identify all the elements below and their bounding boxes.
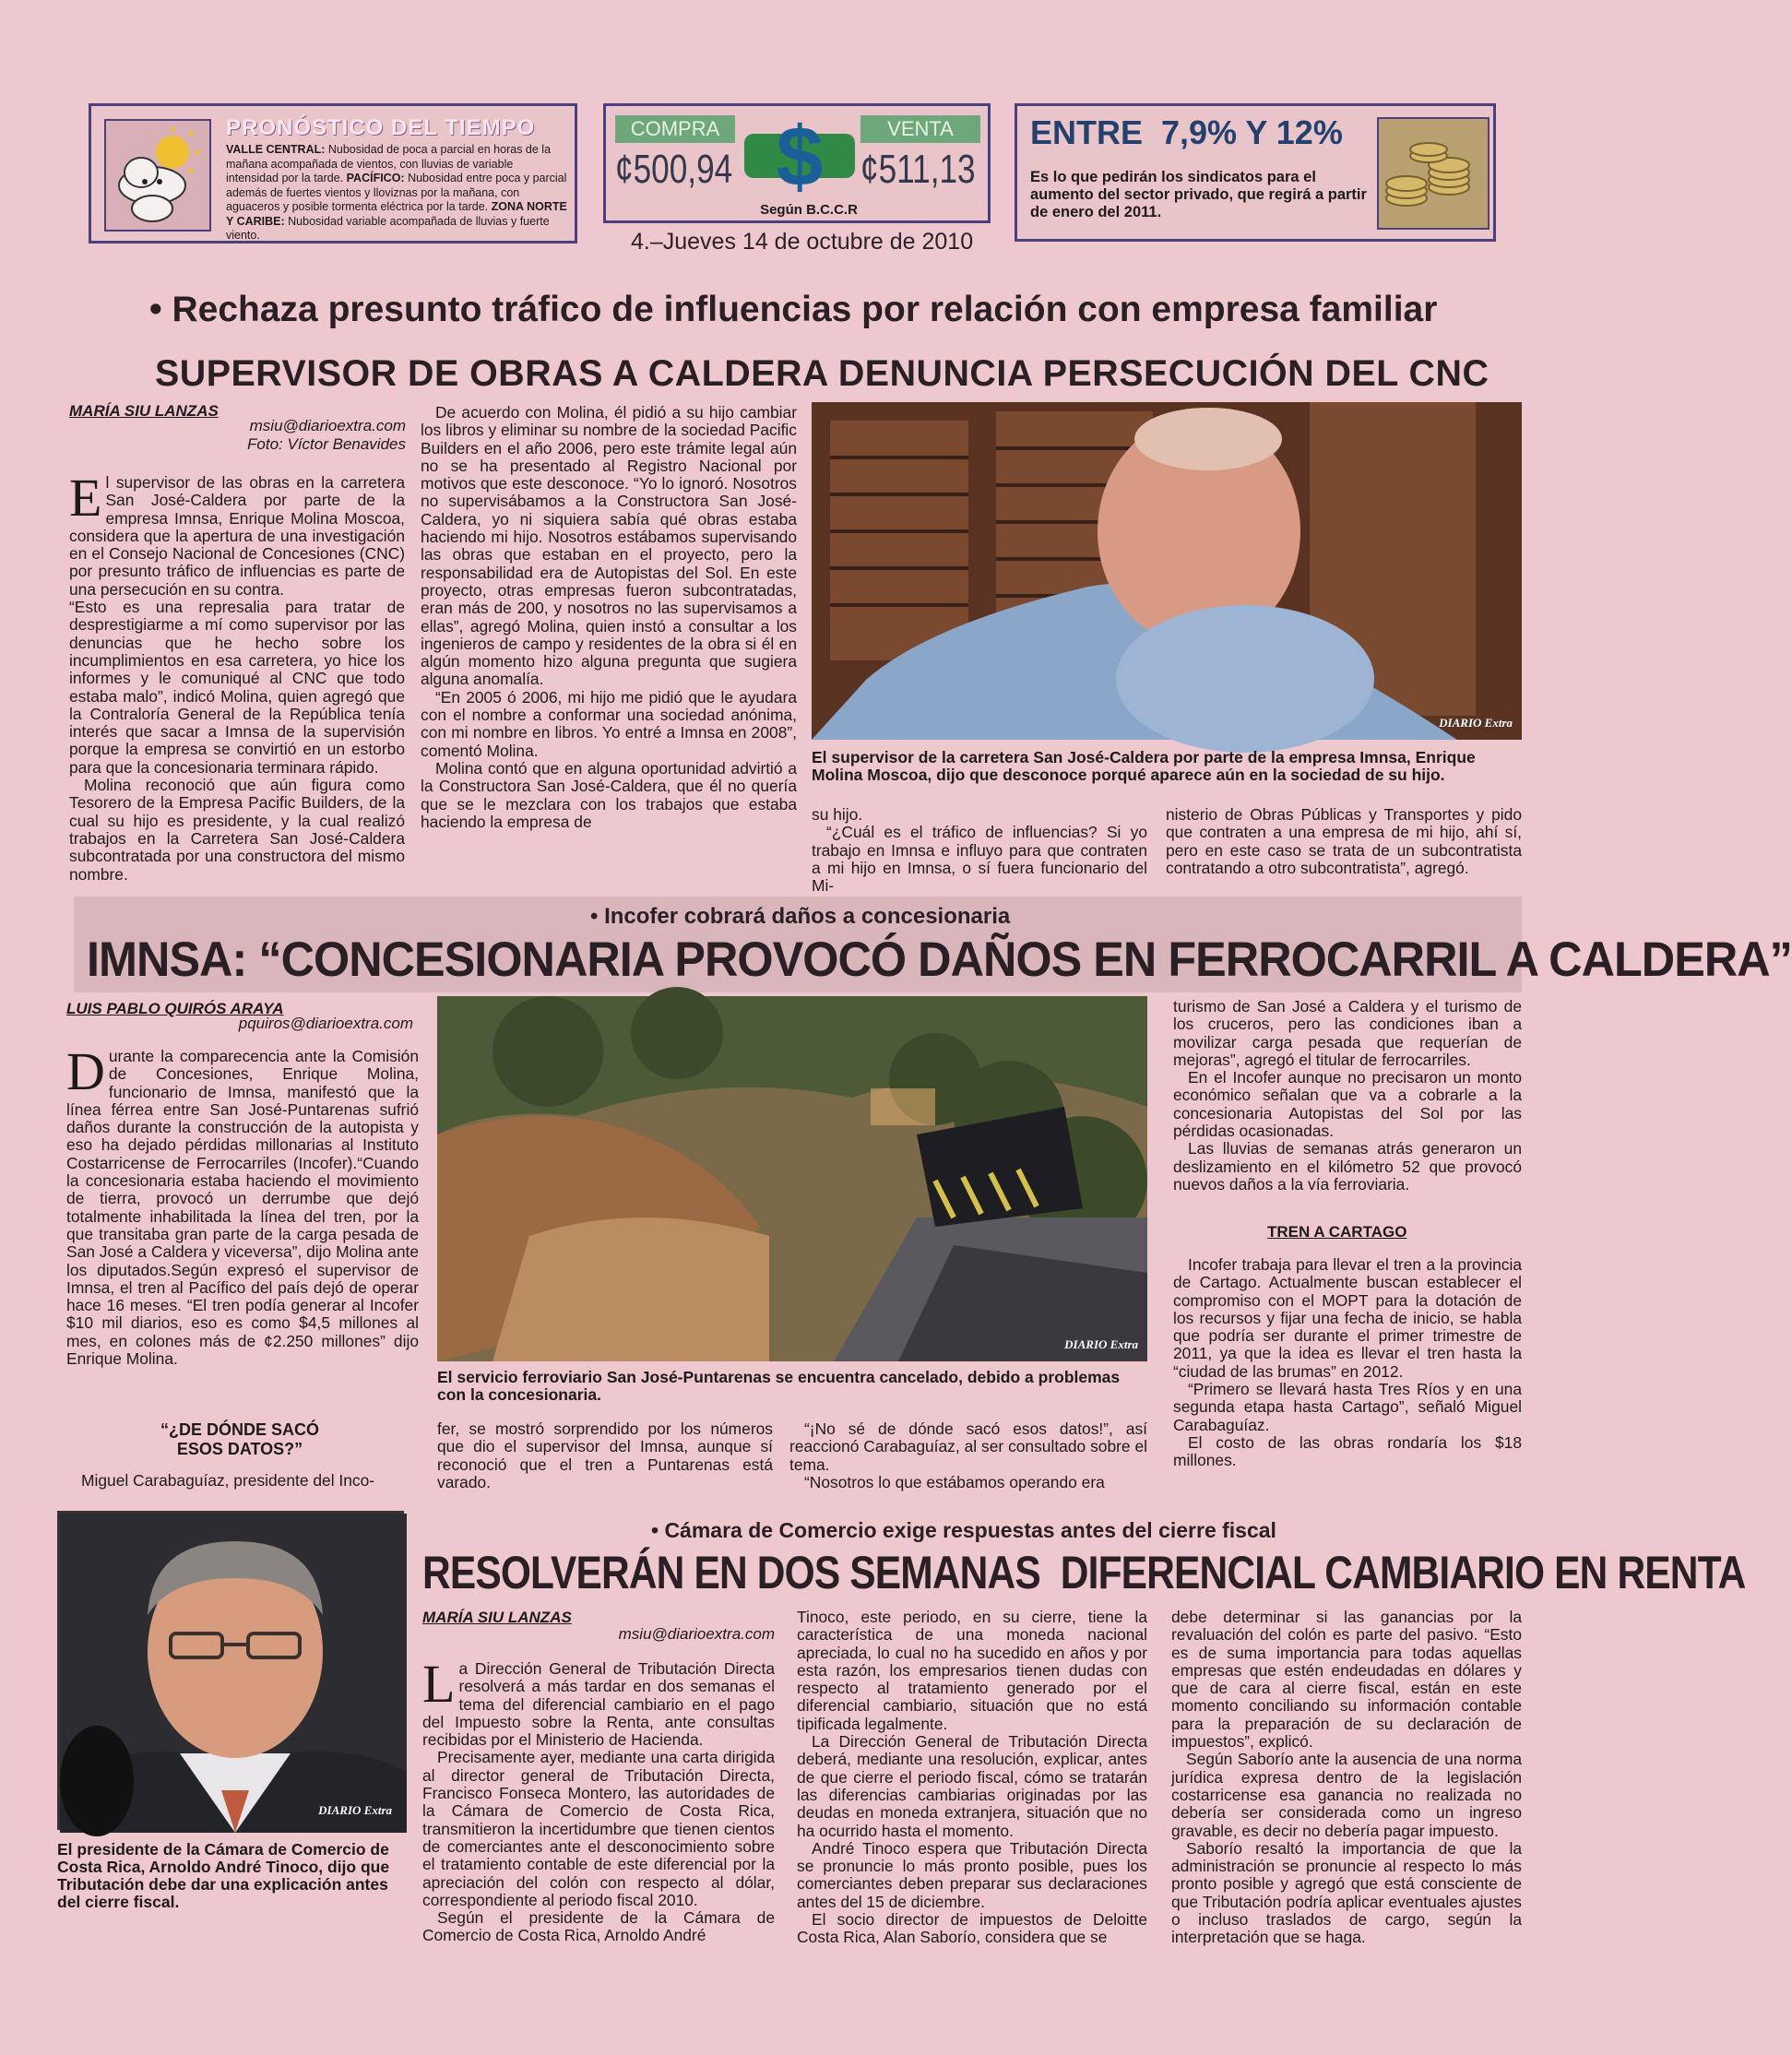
story3-photo-logo: DIARIO Extra xyxy=(318,1803,392,1817)
story3-col3: debe determinar si las ganancias por la revaluación del colón es parte del pasivo. “Esto es de suma importancia para todas aquellas empresas que estén endeudadas en dólares y que de cara al cierre fiscal, están en este momento conciliando su información contable para la preparación de su declaración de impuestos”, explicó. Según Saborío ante la ausencia de una norma jurídica expresa dentro de la legislación costarricense esa ganancia no realizada no debería ser considerada como un ingreso gravable, es decir no debería pagar impuesto. Saborío resaltó la importancia de que la administración se pronuncie al respecto lo más pronto posible y agregó que está consciente de que Tributación podría aplicar eventuales ajustes o incluso traslados de cargo, según la interpretación que se haga. xyxy=(1171,1608,1522,1947)
weather-title: PRONÓSTICO DEL TIEMPO xyxy=(226,115,536,140)
story2-caption: El servicio ferroviario San José-Puntarenas se encuentra cancelado, debido a problemas con la concesionaria. xyxy=(437,1368,1121,1404)
story1-headline: SUPERVISOR DE OBRAS A CALDERA DENUNCIA PERSECUCIÓN DEL CNC xyxy=(155,353,1489,394)
story3-photo xyxy=(57,1511,404,1830)
buy-label: COMPRA xyxy=(615,115,735,143)
story1-col2: De acuerdo con Molina, él pidió a su hijo cambiar los libros y eliminar su nombre de la sociedad Pacific Builders en el año 2006, pero este trámite legal aún no se ha presentado al Registro Nacional por motivos que este desconoce. “Yo lo ignoró. Nosotros no supervisábamos a la Constructora San José-Caldera, yo ni siquiera sabía qué obras estaba haciendo mi hijo. Nosotros estábamos supervisando las obras que estaban en el proyecto, pero la responsabilidad era de Autopistas del Sol. En este proyecto, otras empresas fueron subcontratadas, eran más de 200, y nosotros no las supervisamos a ellas”, agregó Molina, quien instó a consultar a los ingenieros de campo y residentes de la obra si él en algún momento hizo alguna pregunta que sugiera alguna anomalía. “En 2005 ó 2006, mi hijo me pidió que le ayudara con el nombre a conformar una sociedad anónima, con mi nombre en libros. Yo entré a Imnsa en 2008”, comentó Molina. Molina contó que en alguna oportunidad advirtió a la Constructora San José-Caldera, que él no quería que se le mezclara con los trabajos que estaba haciendo la empresa de xyxy=(421,403,797,831)
story2-col1-cont: Miguel Carabaguíaz, presidente del Inco- xyxy=(81,1471,375,1490)
story3-headline: RESOLVERÁN EN DOS SEMANAS DIFERENCIAL CAMBIARIO EN RENTA xyxy=(422,1547,1746,1598)
story2-email: pquiros@diarioextra.com xyxy=(238,1015,413,1032)
story2-kicker: • Incofer cobrará daños a concesionaria xyxy=(590,904,1011,929)
story2-subhead-1: “¿DE DÓNDE SACÓ ESOS DATOS?” xyxy=(160,1420,319,1458)
weather-icon xyxy=(104,119,211,232)
story2-headline: IMNSA: “CONCESIONARIA PROVOCÓ DAÑOS EN FERROCARRIL A CALDERA” xyxy=(87,932,1792,987)
story3-caption: El presidente de la Cámara de Comercio de Costa Rica, Arnoldo André Tinoco, dijo que Tributación debe dar una explicación antes del cierre fiscal. xyxy=(57,1840,390,1911)
story1-kicker: • Rechaza presunto tráfico de influencias por relación con empresa familiar xyxy=(149,290,1438,329)
story2-col3: “¡No sé de dónde sacó esos datos!”, así reaccionó Carabaguíaz, al ser consultado sobre el tema. “Nosotros lo que estábamos operando era xyxy=(789,1419,1147,1491)
story2-photo xyxy=(437,996,1147,1361)
story1-photo-logo: DIARIO Extra xyxy=(1439,716,1513,730)
story2-col1: Durante la comparecencia ante la Comisión de Concesiones, Enrique Molina, funcionario de Imnsa, manifestó que la línea férrea entre San José-Puntarenas sufrió daños durante la construcción de la autopista y eso ha dejado pérdidas millonarias al Instituto Costarricense de Ferrocarriles (Incofer).“Cuando la concesionaria estaba haciendo el movimiento de tierra, provocó un derrumbe que dejó totalmente inhabilitada la línea del tren, por la que transitaba gran parte de la carga pesada de San José a Caldera y viceversa”, dijo Molina ante los diputados.Según expresó el supervisor de Imnsa, el tren al Pacífico del país dejó de operar hace 16 meses. “El tren podía generar al Incofer $10 mil diarios, eso es como $4,5 millones al mes, en colones más de ¢2.250 millones” dijo Enrique Molina. xyxy=(66,1041,419,1369)
sell-value: ¢511,13 xyxy=(860,147,976,192)
sell-label: VENTA xyxy=(860,115,980,143)
salary-headline: ENTRE 7,9% Y 12% xyxy=(1030,113,1343,151)
story2-col4-cont: Incofer trabaja para llevar el tren a la provincia de Cartago. Actualmente buscan establecer el compromiso con el MOPT para la dotación de los recursos y fijar una fecha de inicio, se habla que podría ser durante el primer trimestre de 2011, ya que la idea es llevar el tren hasta la “ciudad de las brumas” en 2012. “Primero se llevará hasta Tres Ríos y en una segunda etapa hasta Cartago”, señaló Miguel Carabaguíaz. El costo de las obras rondaría los $18 millones. xyxy=(1173,1255,1522,1470)
story2-photo-logo: DIARIO Extra xyxy=(1064,1337,1138,1351)
story3-kicker: • Cámara de Comercio exige respuestas antes del cierre fiscal xyxy=(651,1518,1276,1542)
weather-box xyxy=(89,103,577,244)
dollar-icon xyxy=(744,110,855,204)
story1-col4: nisterio de Obras Públicas y Transportes y pido que contraten a una empresa de mi hijo, ahí sí, pero en este caso se trata de un subcontratista contratando a otro subcontratista”, agregó. xyxy=(1166,805,1522,877)
story1-dropcap: E xyxy=(69,468,102,528)
story3-col1: La Dirección General de Tributación Directa resolverá a más tardar en dos semanas el tema del diferencial cambiario en el pago del Impuesto sobre la Renta, ante consultas recibidas por el Ministerio de Hacienda. Precisamente ayer, mediante una carta dirigida al director general de Tributación Directa, Francisco Fonseca Montero, las autoridades de la Cámara de Comercio de Costa Rica, transmitieron la incertidumbre que tienen cientos de comerciantes ante el desconocimiento sobre el tratamiento contable de este diferencial por la apreciación del colón con respecto al dólar, correspondiente al periodo fiscal 2010. Según el presidente de la Cámara de Comercio de Costa Rica, Arnoldo André xyxy=(422,1654,775,1945)
story1-col3: su hijo. “¿Cuál es el tráfico de influencias? Si yo trabajo en Imnsa e influyo para que contraten a mi hijo en Imnsa, o sí fuera funcionario del Mi- xyxy=(812,805,1147,896)
weather-text: VALLE CENTRAL: Nubosidad de poca a parcial en horas de la mañana acompañada de vientos, con lluvias de variable intensidad por la tarde. PACÍFICO: Nubosidad entre poca y parcial además de fuertes vientos y lloviznas por la mañana, con aguaceros y posible tormenta eléctrica por la tarde. ZONA NORTE Y CARIBE: Nubosidad variable acompañada de lluvias y fuerte viento. xyxy=(226,143,567,242)
story2-subhead-2: TREN A CARTAGO xyxy=(1267,1223,1407,1241)
story3-email: msiu@diarioextra.com xyxy=(618,1625,775,1643)
exchange-box xyxy=(603,103,991,223)
story2-col4: turismo de San José a Caldera y el turismo de los cruceros, pero las condiciones iban a movilizar carga pesada que requerían de mejoras”, agregó el titular de ferrocarriles. En el Incofer aunque no precisaron un monto económico señalan que va a cobrarle a la concesionaria Autopistas del Sol por las pérdidas ocasionadas. Las lluvias de semanas atrás generaron un deslizamiento en el kilómetro 52 que provocó nuevos daños a la vía ferroviaria. xyxy=(1173,997,1522,1194)
story2-col2: fer, se mostró sorprendido por los números que dio el supervisor del Imnsa, aunque sí reconoció que el tren a Puntarenas está varado. xyxy=(437,1419,773,1491)
story3-dropcap: L xyxy=(422,1654,456,1714)
story1-email: msiu@diarioextra.com xyxy=(249,417,406,434)
dollar-symbol: $ xyxy=(776,110,824,204)
story2-byline: LUIS PABLO QUIRÓS ARAYA xyxy=(66,1000,284,1017)
story3-col2: Tinoco, este periodo, en su cierre, tiene la característica de una moneda nacional apreciada, lo cual no ha sucedido en años y por esta razón, los empresarios tienen dudas con respecto al tratamiento generado por el diferencial cambiario, situación que no está tipificada legalmente. La Dirección General de Tributación Directa deberá, mediante una resolución, explicar, antes de que cierre el periodo fiscal, cómo se tratarán las diferencias cambiarias originadas por las deudas en moneda extranjera, situación que no ha ocurrido hasta el momento. André Tinoco espera que Tributación Directa se pronuncie lo más pronto posible, pues los comerciantes deben preparar sus declaraciones antes del 15 de diciembre. El socio director de impuestos de Deloitte Costa Rica, Alan Saborío, considera que se xyxy=(797,1608,1147,1947)
buy-value: ¢500,94 xyxy=(615,147,733,192)
story2-dropcap: D xyxy=(66,1041,105,1101)
folio: 4.–Jueves 14 de octubre de 2010 xyxy=(631,229,974,255)
salary-box xyxy=(1015,103,1496,242)
story3-byline: MARÍA SIU LANZAS xyxy=(422,1609,572,1626)
story1-caption: El supervisor de la carretera San José-Caldera por parte de la empresa Imnsa, Enrique Molina Moscoa, dijo que desconoce porqué aparece aún en la sociedad de su hijo. xyxy=(812,748,1476,784)
story1-photo-credit: Foto: Víctor Benavides xyxy=(247,435,406,453)
salary-text: Es lo que pedirán los sindicatos para el aumento del sector privado, que regirá a partir de enero del 2011. xyxy=(1030,169,1367,220)
story1-photo xyxy=(812,402,1522,740)
coins-icon xyxy=(1377,117,1489,230)
exchange-source: Según B.C.C.R xyxy=(760,202,858,218)
story1-col1: El supervisor de las obras en la carretera San José-Caldera por parte de la empresa Imnsa, Enrique Molina Moscoa, considera que la apertura de una investigación en el Consejo Nacional de Concesiones (CNC) por presunto tráfico de influencias es parte de una persecución en su contra. “Esto es una represalia para tratar de desprestigiarme a mí como supervisor por las denuncias que he hecho sobre los incumplimientos en esa carretera, yo hice los informes y le comuniqué al CNC que todo estaba malo”, indicó Molina, quien agregó que la Contraloría General de la República tenía interés que sacar a Imnsa de la supervisión porque la empresa se convirtió en un estorbo para que la concesionaria terminara rápido. Molina reconoció que aún figura como Tesorero de la Empresa Pacific Builders, de la cual su hijo es presidente, y la cual realizó trabajos en la Carretera San José-Caldera subcontratada por una constructora del mismo nombre. xyxy=(69,468,405,884)
story1-byline: MARÍA SIU LANZAS xyxy=(69,402,219,420)
